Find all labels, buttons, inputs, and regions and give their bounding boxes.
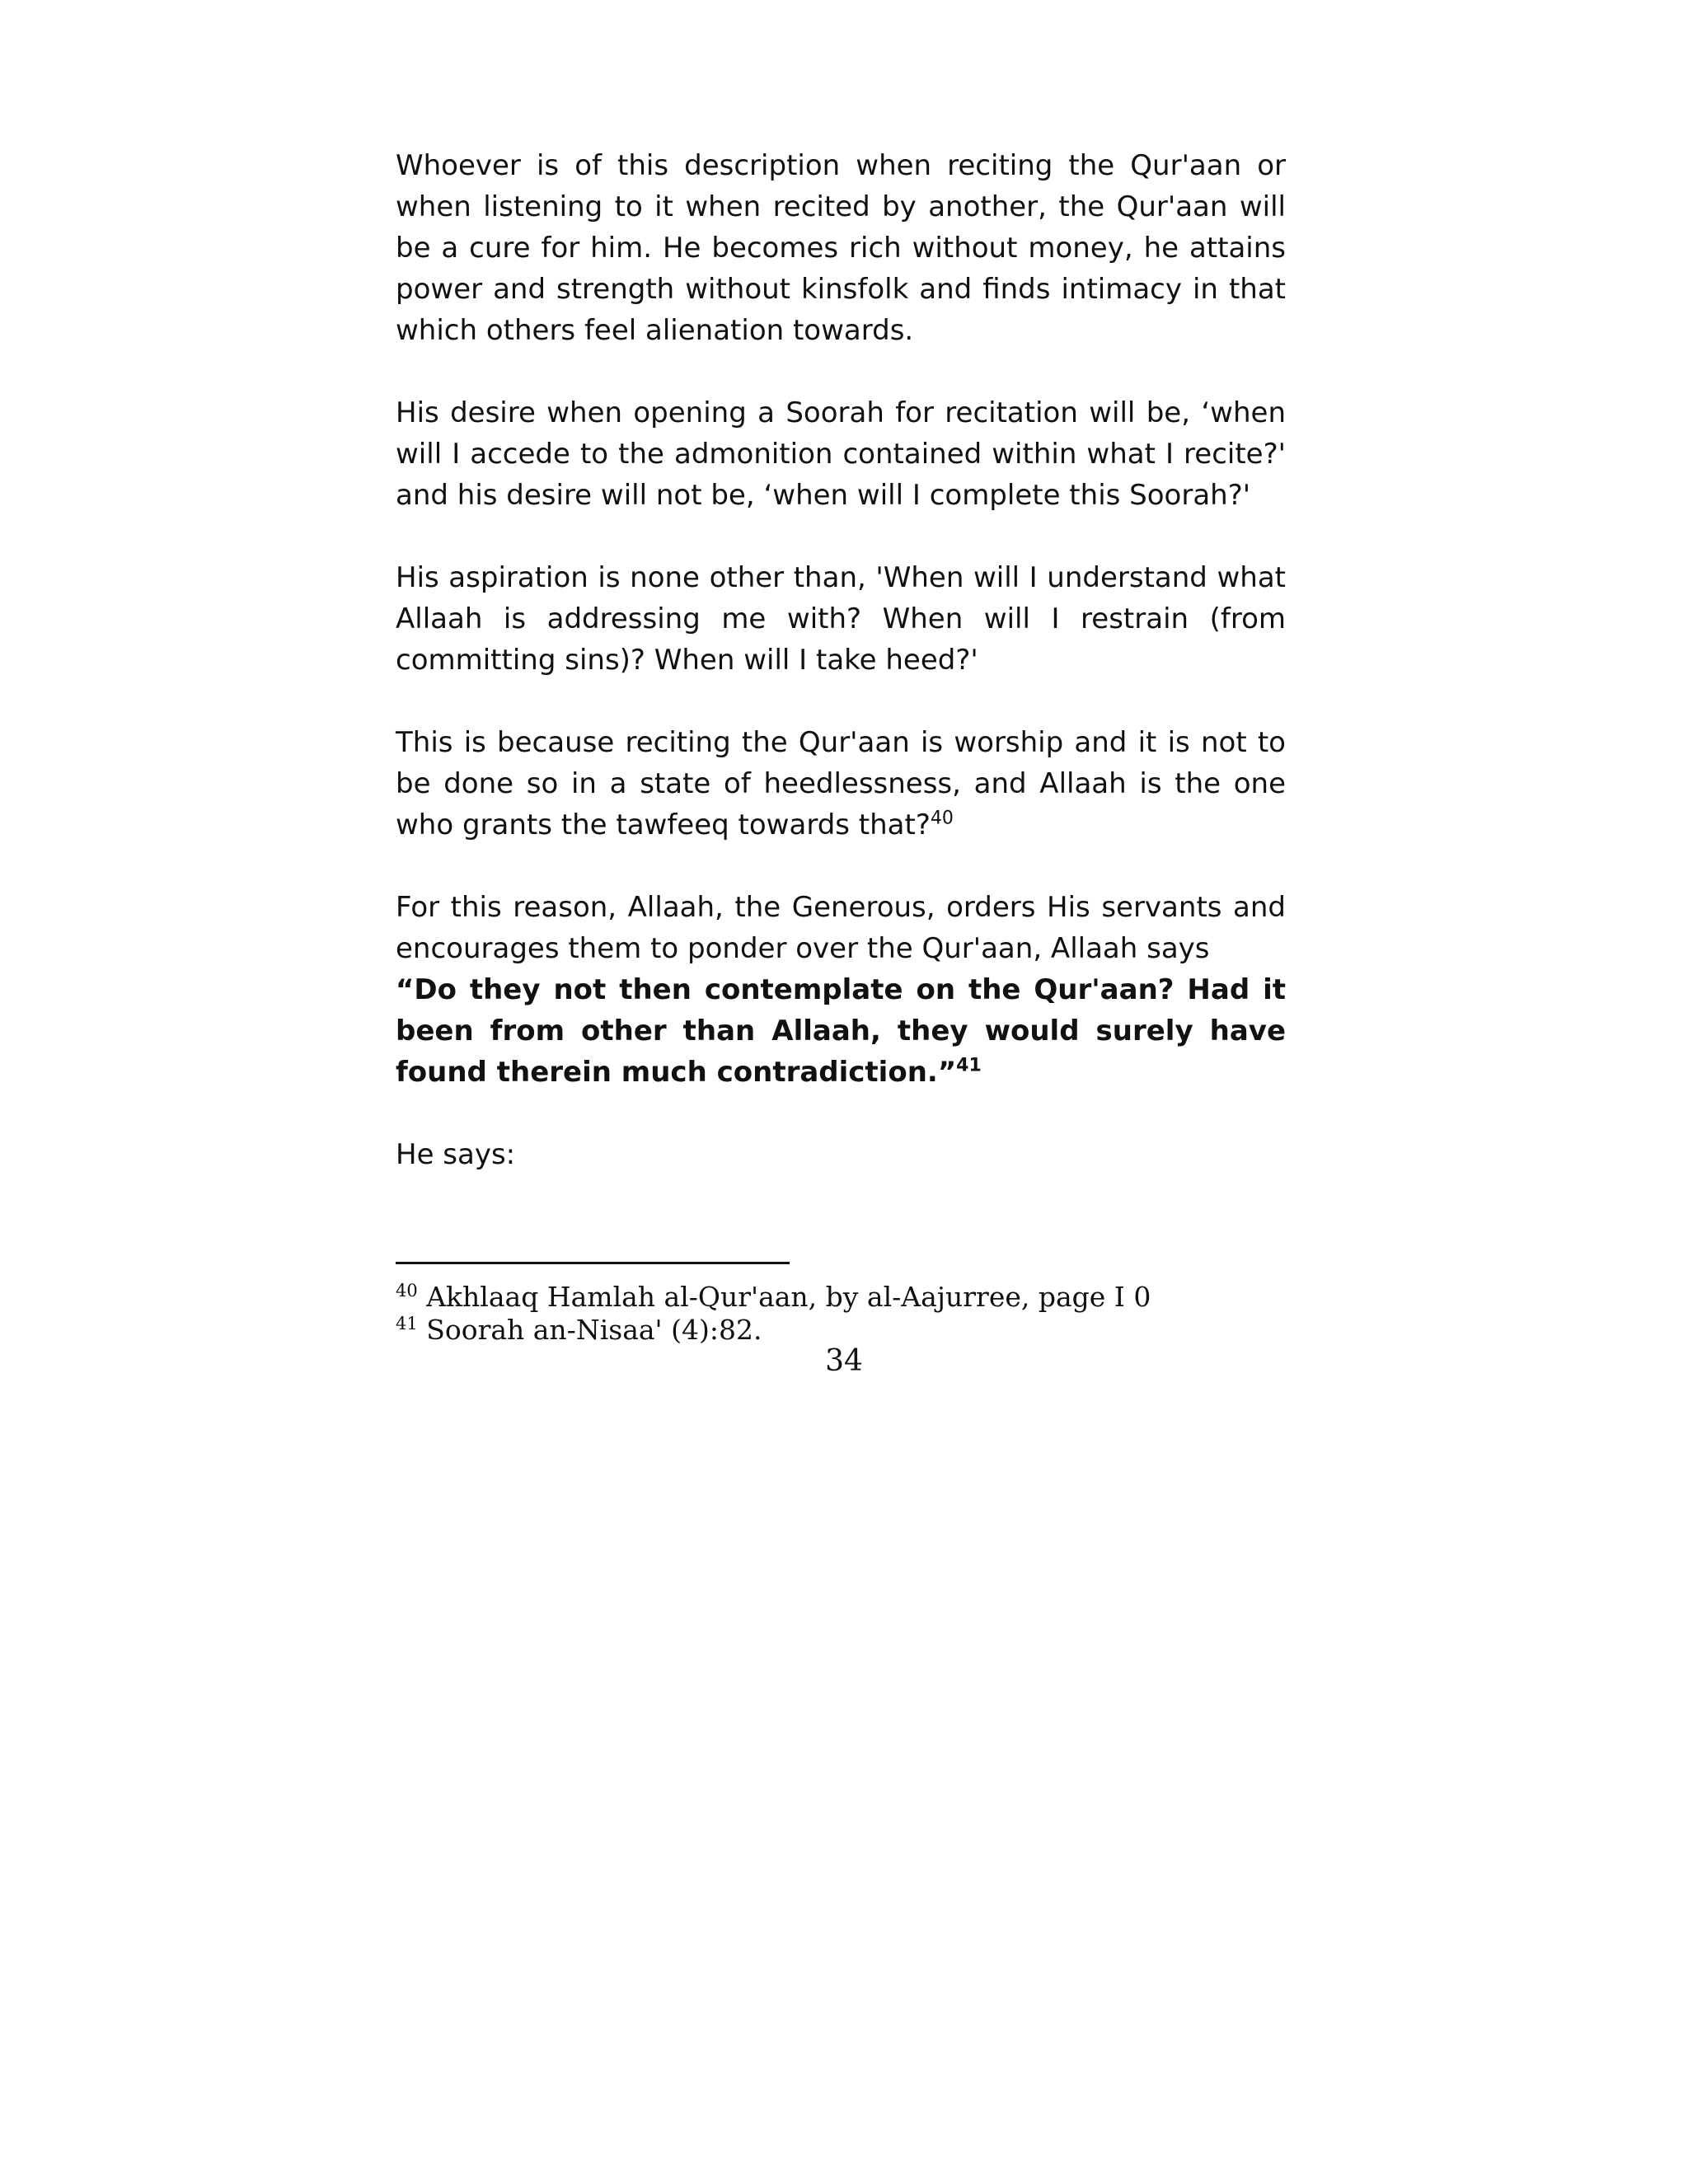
paragraph-6: He says: (396, 1138, 516, 1171)
paragraph-5 (396, 887, 1286, 1093)
footnote-40 (396, 1281, 1286, 1314)
paragraph-4 (396, 722, 1286, 846)
paragraph-2: His desire when opening a Soorah for recitation will be, ‘when will I accede to the admonition contained within what I recite?' and his desire will not be, ‘when will I complete this Soorah?' (396, 396, 1286, 512)
body-text (396, 145, 1286, 1216)
paragraph-4-text: This is because reciting the Qur'aan is worship and it is not to be done so in a state of heedlessness, and Allaah is the one who grants the tawfeeq towards that? (396, 726, 1286, 841)
quran-quote-text: “Do they not then contemplate on the Qur'aan? Had it been from other than Allaah, they would surely have found therein much contradiction.” (396, 973, 1286, 1089)
footnotes (396, 1281, 1286, 1347)
footnote-divider (396, 1262, 790, 1264)
paragraph-5-text: For this reason, Allaah, the Generous, orders His servants and encourages them to ponder over the Qur'aan, Allaah says (396, 891, 1286, 965)
paragraph-3: His aspiration is none other than, 'When will I understand what Allaah is addressing me with? When will I restrain (from committing sins)? When will I take heed?' (396, 561, 1286, 677)
footnote-text: Akhlaaq Hamlah al-Qur'aan, by al-Aajurree, page I 0 (417, 1281, 1151, 1313)
quran-quote (396, 969, 1286, 1093)
page-number: 34 (825, 1344, 863, 1378)
footnote-number: 40 (396, 1281, 418, 1301)
paragraph-1: Whoever is of this description when reciting the Qur'aan or when listening to it when recited by another, the Qur'aan will be a cure for him. He becomes rich without money, he attains power and strength without kinsfolk and finds intimacy in that which others feel alienation towards. (396, 149, 1286, 347)
footnote-number: 41 (396, 1314, 418, 1333)
footnote-ref-41: 41 (956, 1055, 982, 1076)
footnote-ref-40: 40 (930, 808, 954, 829)
footnote-text: Soorah an-Nisaa' (4):82. (417, 1314, 762, 1346)
